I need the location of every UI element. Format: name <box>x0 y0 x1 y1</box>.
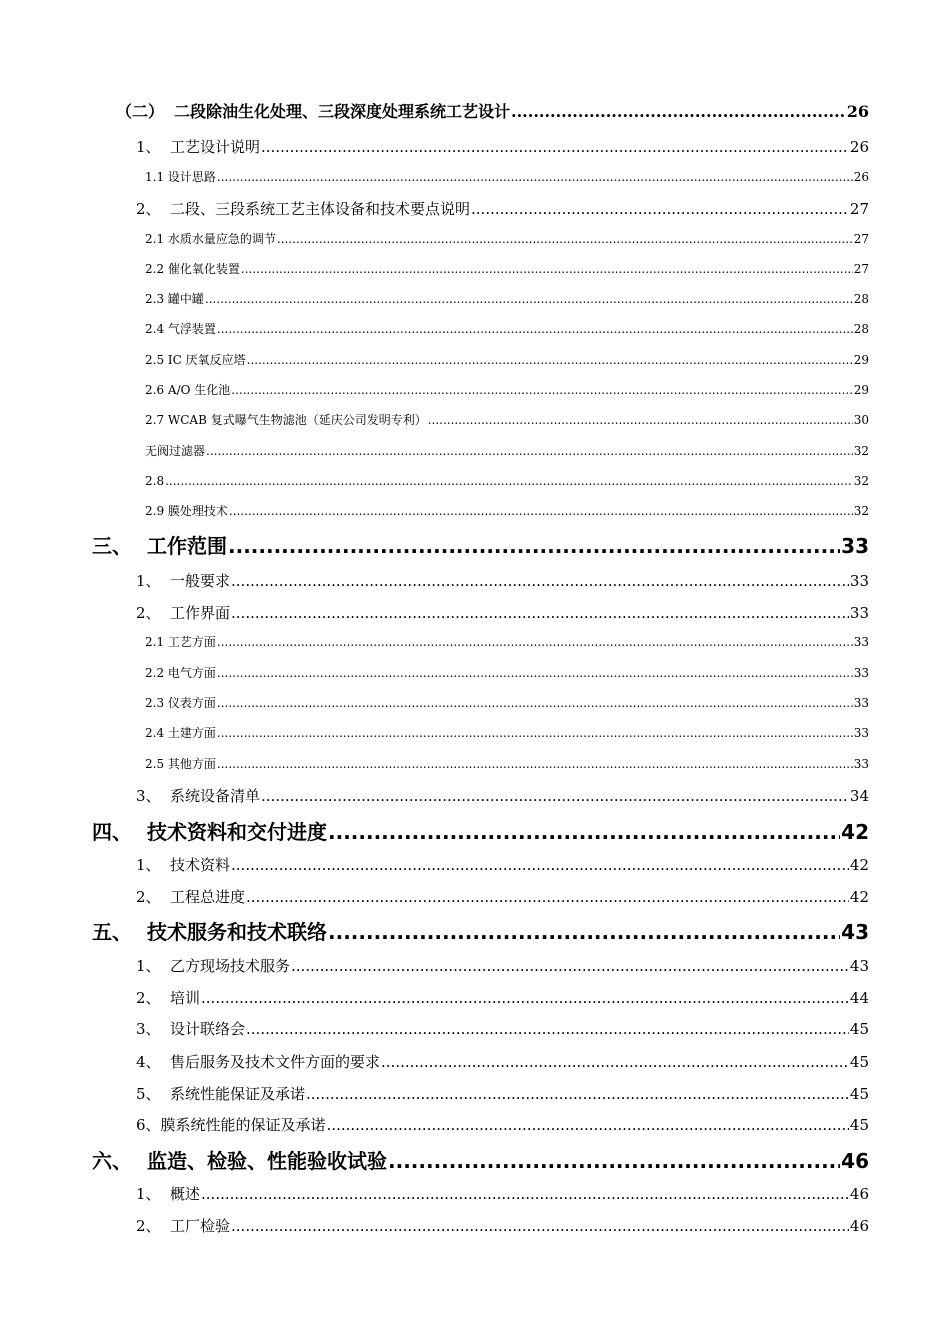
toc-dot-leader <box>327 1114 849 1136</box>
toc-dot-leader <box>217 755 853 773</box>
toc-entry-number: 1、 <box>136 856 161 874</box>
toc-entry-number: 5、 <box>136 1085 161 1103</box>
toc-entry-page-number: 30 <box>853 413 869 427</box>
toc-entry-page-number: 46 <box>849 1185 869 1203</box>
toc-entry-label <box>92 1147 387 1175</box>
toc-dot-leader <box>381 1051 849 1073</box>
toc-entry-title: 技术资料和交付进度 <box>147 820 327 844</box>
toc-entry-page-number: 33 <box>853 726 869 740</box>
toc-entry[interactable] <box>145 290 869 308</box>
toc-entry[interactable] <box>92 918 869 946</box>
toc-entry-number: 3、 <box>136 1020 161 1038</box>
toc-entry[interactable] <box>145 168 869 186</box>
toc-entry-page-number: 33 <box>853 666 869 680</box>
toc-entry-page-number: 26 <box>853 170 869 184</box>
toc-dot-leader <box>306 1083 849 1105</box>
toc-entry-number: 2、 <box>136 1217 161 1235</box>
toc-entry-number: 六、 <box>92 1149 132 1173</box>
toc-entry-page-number: 42 <box>849 888 869 906</box>
toc-entry[interactable] <box>145 442 869 460</box>
toc-entry-title: 工艺设计说明 <box>170 138 261 156</box>
toc-entry[interactable] <box>136 198 869 220</box>
toc-entry-label <box>136 955 290 977</box>
toc-entry-label <box>136 854 230 876</box>
toc-entry-title: 2.1 工艺方面 <box>145 635 216 649</box>
toc-dot-leader <box>511 101 846 123</box>
toc-entry-title: 一般要求 <box>170 572 231 590</box>
toc-entry-label <box>92 918 327 946</box>
toc-entry-title: 乙方现场技术服务 <box>170 957 291 975</box>
toc-entry-label <box>145 664 216 682</box>
toc-entry-title: 1.1 设计思路 <box>145 170 216 184</box>
toc-entry-page-number: 33 <box>853 696 869 710</box>
toc-dot-leader <box>291 955 849 977</box>
toc-entry-title: 设计联络会 <box>170 1020 246 1038</box>
toc-entry[interactable] <box>136 1051 869 1073</box>
toc-entry[interactable] <box>145 230 869 248</box>
toc-entry-title: 2.1 水质水量应急的调节 <box>145 232 276 246</box>
toc-entry[interactable] <box>136 886 869 908</box>
toc-entry-number: 1、 <box>136 138 161 156</box>
toc-dot-leader <box>388 1147 840 1175</box>
toc-entry-page-number: 26 <box>846 102 869 121</box>
toc-entry[interactable] <box>136 785 869 807</box>
toc-dot-leader <box>217 724 853 742</box>
toc-dot-leader <box>201 1183 849 1205</box>
toc-entry[interactable] <box>145 381 869 399</box>
toc-entry-label <box>136 136 260 158</box>
toc-entry-title: 2.9 膜处理技术 <box>145 504 228 518</box>
toc-dot-leader <box>217 664 853 682</box>
toc-entry[interactable] <box>145 260 869 278</box>
toc-entry-page-number: 27 <box>853 262 869 276</box>
toc-entry-title: 售后服务及技术文件方面的要求 <box>170 1053 381 1071</box>
toc-entry-title: 工程总进度 <box>170 888 246 906</box>
toc-entry-title: 2.5 IC 厌氧反应塔 <box>145 353 246 367</box>
toc-entry-label <box>145 260 240 278</box>
toc-dot-leader <box>217 168 853 186</box>
toc-dot-leader <box>471 198 849 220</box>
toc-entry[interactable] <box>136 987 869 1009</box>
toc-entry[interactable] <box>136 854 869 876</box>
toc-entry-label <box>145 755 216 773</box>
toc-entry-number: 2、 <box>136 200 161 218</box>
toc-entry-label <box>145 633 216 651</box>
toc-entry-title: 系统性能保证及承诺 <box>170 1085 306 1103</box>
toc-dot-leader <box>246 1018 849 1040</box>
toc-entry-label <box>136 570 230 592</box>
toc-dot-leader <box>328 818 840 846</box>
toc-entry-label <box>136 987 200 1009</box>
toc-dot-leader <box>231 1215 849 1237</box>
toc-entry-label <box>136 1018 245 1040</box>
toc-entry[interactable] <box>92 532 869 560</box>
toc-entry-title: 工作界面 <box>170 604 231 622</box>
toc-entry[interactable] <box>136 955 869 977</box>
toc-entry[interactable] <box>136 602 869 624</box>
toc-dot-leader <box>246 886 849 908</box>
toc-entry-title: 工厂检验 <box>170 1217 231 1235</box>
toc-entry-page-number: 32 <box>853 474 869 488</box>
toc-entry[interactable] <box>145 411 869 429</box>
toc-entry-page-number: 44 <box>849 989 869 1007</box>
toc-entry-page-number: 45 <box>849 1085 869 1103</box>
toc-entry-label <box>136 1114 326 1136</box>
toc-entry[interactable] <box>136 1114 869 1136</box>
toc-entry-page-number: 26 <box>849 138 869 156</box>
toc-entry-label <box>145 168 216 186</box>
toc-entry-number: 三、 <box>92 534 132 558</box>
toc-entry[interactable] <box>145 351 869 369</box>
toc-dot-leader <box>201 987 849 1009</box>
toc-dot-leader <box>205 290 853 308</box>
toc-entry-number: 3、 <box>136 787 161 805</box>
toc-entry-number: 2、 <box>136 604 161 622</box>
toc-entry-title: 2.2 电气方面 <box>145 666 216 680</box>
toc-entry-page-number: 28 <box>853 292 869 306</box>
toc-dot-leader <box>217 694 853 712</box>
toc-entry-page-number: 29 <box>853 353 869 367</box>
toc-entry-page-number: 42 <box>849 856 869 874</box>
toc-entry-label <box>145 320 216 338</box>
toc-dot-leader <box>328 918 840 946</box>
toc-entry-title: 2.5 其他方面 <box>145 757 216 771</box>
toc-entry-title: 2.4 气浮装置 <box>145 322 216 336</box>
toc-entry-label <box>136 785 260 807</box>
toc-entry-title: 无阀过滤器 <box>145 444 206 458</box>
toc-entry-page-number: 32 <box>853 444 869 458</box>
toc-dot-leader <box>217 633 853 651</box>
toc-entry-page-number: 42 <box>841 820 869 844</box>
toc-entry-label <box>136 1083 305 1105</box>
toc-entry[interactable] <box>145 502 869 520</box>
toc-entry-number: 2、 <box>136 888 161 906</box>
toc-entry[interactable] <box>145 755 869 773</box>
toc-entry-number: 四、 <box>92 820 132 844</box>
toc-entry-label <box>145 502 228 520</box>
toc-entry[interactable] <box>136 1215 869 1237</box>
toc-entry-label <box>145 694 216 712</box>
toc-entry-page-number: 46 <box>849 1217 869 1235</box>
toc-entry-label <box>145 724 216 742</box>
toc-entry-title: 培训 <box>170 989 201 1007</box>
toc-dot-leader <box>206 442 853 460</box>
toc-entry-label <box>145 411 427 429</box>
toc-entry-title: 系统设备清单 <box>170 787 261 805</box>
toc-dot-leader <box>247 351 853 369</box>
toc-entry-page-number: 27 <box>849 200 869 218</box>
toc-entry-label <box>145 442 205 460</box>
toc-entry[interactable] <box>145 320 869 338</box>
toc-entry-label <box>145 351 246 369</box>
toc-entry[interactable] <box>145 633 869 651</box>
toc-entry-label <box>145 290 204 308</box>
toc-entry-label <box>145 472 164 490</box>
toc-entry[interactable] <box>116 101 869 123</box>
toc-entry-number: 2、 <box>136 989 161 1007</box>
toc-entry-page-number: 32 <box>853 504 869 518</box>
toc-entry-title: 监造、检验、性能验收试验 <box>147 1149 387 1173</box>
toc-dot-leader <box>228 532 840 560</box>
toc-dot-leader <box>261 136 849 158</box>
toc-entry-page-number: 43 <box>841 920 869 944</box>
toc-entry-label <box>145 230 276 248</box>
toc-entry-page-number: 45 <box>849 1020 869 1038</box>
toc-entry-title: 6、膜系统性能的保证及承诺 <box>136 1116 326 1134</box>
toc-entry-title: 概述 <box>170 1185 201 1203</box>
toc-entry[interactable] <box>136 1018 869 1040</box>
toc-entry-page-number: 34 <box>849 787 869 805</box>
toc-entry[interactable] <box>92 818 869 846</box>
toc-entry[interactable] <box>136 1183 869 1205</box>
toc-entry-label <box>116 101 510 123</box>
toc-entry-title: 2.6 A/O 生化池 <box>145 383 231 397</box>
toc-dot-leader <box>217 320 853 338</box>
toc-entry-title: 二段除油生化处理、三段深度处理系统工艺设计 <box>174 102 511 121</box>
toc-entry-page-number: 33 <box>853 757 869 771</box>
toc-entry-title: 2.3 仪表方面 <box>145 696 216 710</box>
toc-entry-number: 1、 <box>136 572 161 590</box>
toc-dot-leader <box>231 854 849 876</box>
toc-entry-page-number: 33 <box>841 534 869 558</box>
toc-entry[interactable] <box>145 472 869 490</box>
toc-entry-page-number: 33 <box>849 604 869 622</box>
toc-entry-label <box>92 818 327 846</box>
toc-entry-page-number: 29 <box>853 383 869 397</box>
toc-entry-title: 2.4 土建方面 <box>145 726 216 740</box>
toc-entry-page-number: 28 <box>853 322 869 336</box>
toc-entry-label <box>136 886 245 908</box>
toc-entry-title: 技术服务和技术联络 <box>147 920 327 944</box>
toc-entry-label <box>136 198 470 220</box>
toc-entry-title: 2.3 罐中罐 <box>145 292 204 306</box>
toc-entry-title: 2.8 <box>145 474 165 488</box>
toc-entry-page-number: 33 <box>853 635 869 649</box>
toc-entry-label <box>92 532 227 560</box>
toc-dot-leader <box>229 502 853 520</box>
toc-dot-leader <box>277 230 853 248</box>
toc-entry-page-number: 45 <box>849 1053 869 1071</box>
toc-entry-label <box>145 381 230 399</box>
toc-entry-number: 4、 <box>136 1053 161 1071</box>
toc-entry-page-number: 33 <box>849 572 869 590</box>
toc-dot-leader <box>165 472 853 490</box>
toc-entry-label <box>136 602 230 624</box>
toc-entry-page-number: 45 <box>849 1116 869 1134</box>
toc-dot-leader <box>231 602 849 624</box>
toc-entry-label <box>136 1215 230 1237</box>
toc-entry[interactable] <box>136 1083 869 1105</box>
toc-entry-title: 2.7 WCAB 复式曝气生物滤池（延庆公司发明专利） <box>145 413 427 427</box>
toc-entry-number: 1、 <box>136 1185 161 1203</box>
toc-entry-label <box>136 1051 380 1073</box>
toc-entry-number: 五、 <box>92 920 132 944</box>
toc-entry-title: 二段、三段系统工艺主体设备和技术要点说明 <box>170 200 471 218</box>
toc-dot-leader <box>428 411 853 429</box>
toc-entry[interactable] <box>136 570 869 592</box>
toc-dot-leader <box>231 570 849 592</box>
toc-entry-title: 工作范围 <box>147 534 227 558</box>
toc-entry[interactable] <box>145 694 869 712</box>
toc-entry-page-number: 46 <box>841 1149 869 1173</box>
toc-entry-page-number: 27 <box>853 232 869 246</box>
toc-entry[interactable] <box>92 1147 869 1175</box>
toc-entry-number: （二） <box>116 102 165 121</box>
toc-entry-title: 2.2 催化氧化装置 <box>145 262 240 276</box>
toc-entry-title: 技术资料 <box>170 856 231 874</box>
toc-entry[interactable] <box>145 664 869 682</box>
toc-dot-leader <box>241 260 853 278</box>
toc-entry[interactable] <box>145 724 869 742</box>
toc-entry[interactable] <box>136 136 869 158</box>
toc-entry-number: 1、 <box>136 957 161 975</box>
toc-dot-leader <box>261 785 849 807</box>
toc-dot-leader <box>231 381 852 399</box>
toc-entry-label <box>136 1183 200 1205</box>
toc-entry-page-number: 43 <box>849 957 869 975</box>
